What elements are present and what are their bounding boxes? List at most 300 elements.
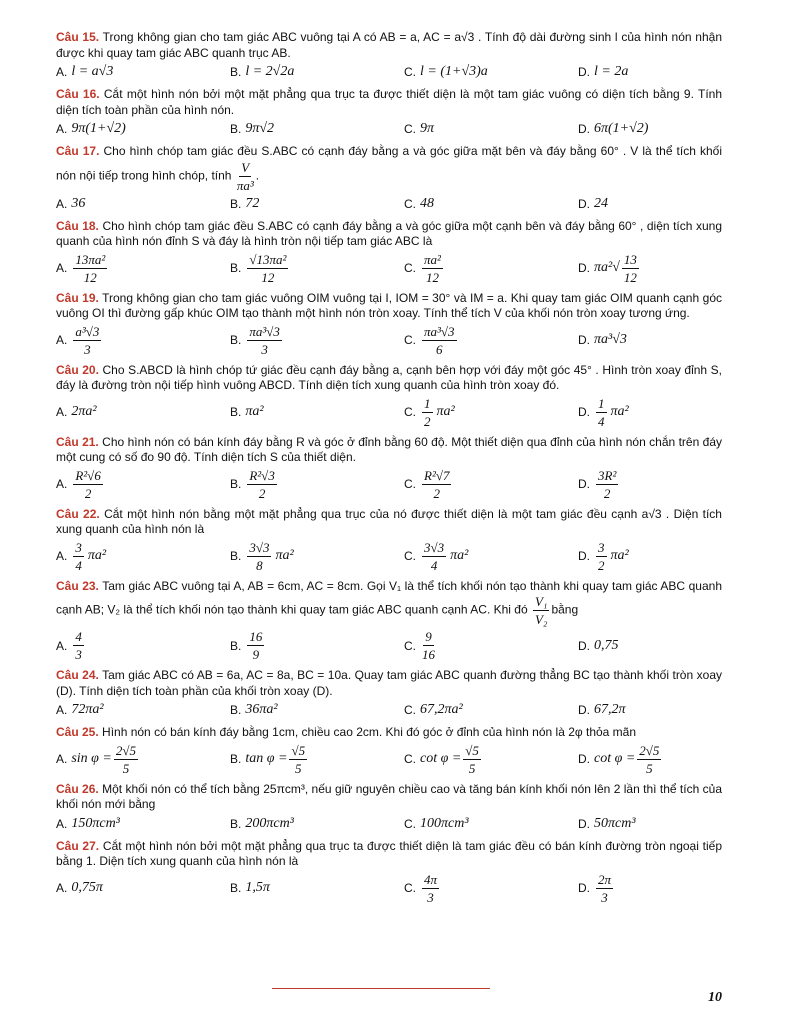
question-label: Câu 21. — [56, 434, 99, 449]
option-label: A. — [56, 405, 68, 419]
footer-divider — [272, 988, 490, 989]
option-fraction-expression — [71, 629, 86, 662]
option-expression: 6π(1+√2) — [594, 121, 649, 136]
option-fraction — [247, 252, 288, 285]
question-body: Cho hình nón có bán kính đáy bằng R và góc ở đỉnh bằng 60 độ. Một thiết diện qua đỉnh của hình nón chắn trên đáy một cung có số đo 90 độ. Tính diện tích S của thiết diện. — [56, 434, 722, 464]
option-fraction — [247, 324, 282, 357]
question-label: Câu 27. — [56, 838, 100, 853]
option-expression: 24 — [594, 195, 608, 211]
option-label: A. — [56, 196, 68, 211]
option-label: D. — [578, 703, 590, 717]
answer-option[interactable] — [56, 404, 230, 420]
question-text — [56, 725, 722, 741]
answer-option[interactable] — [56, 743, 230, 776]
fraction-denominator: 16 — [422, 647, 435, 662]
answer-options — [56, 468, 722, 501]
option-label: D. — [578, 405, 590, 419]
option-fraction — [73, 468, 102, 501]
option-fraction-expression — [71, 468, 104, 501]
option-fraction-expression — [420, 540, 468, 573]
answer-option[interactable] — [404, 629, 578, 662]
question-body: Trong không gian cho tam giác ABC vuông tại A có AB = a, AC = a√3 . Tính độ dài đường sinh l của hình nón nhận được khi quay tam giác ABC quanh trục AB. — [56, 30, 722, 60]
fraction-denominator: 4 — [75, 557, 82, 573]
question-text — [56, 507, 722, 538]
fraction-numerator: 2√5 — [639, 742, 660, 758]
option-label: D. — [578, 333, 590, 347]
question-body: Cắt một hình nón bởi một mặt phẳng qua trục ta được thiết diện là tam giác đều có bán kính đường tròn ngoại tiếp bằng 1. Diện tích xung quanh của hình nón là — [56, 838, 723, 868]
question-body: Một khối nón có thể tích bằng 25πcm³, nếu giữ nguyên chiều cao và tăng bán kính khối nón lên 2 lần thì thể tích của khối nón mới bằng — [56, 781, 722, 811]
option-label: D. — [578, 122, 590, 136]
answer-option[interactable] — [230, 540, 404, 573]
option-label: C. — [404, 405, 416, 419]
option-label: B. — [230, 405, 242, 419]
fraction-denominator: πa³ — [236, 177, 254, 193]
fraction-denominator: 6 — [436, 341, 443, 357]
question-label: Câu 23. — [56, 578, 99, 593]
option-label: C. — [404, 752, 416, 766]
question-body: Cho hình chóp tam giác đều S.ABC có cạnh đáy bằng a và góc giữa một cạnh bên và đáy bằng 60° , diện tích xung quanh của hình nón đỉnh S và đáy là hình tròn nội tiếp tam giác ABC là — [56, 218, 722, 248]
answer-option[interactable] — [56, 196, 230, 212]
fraction-numerator: √13πa² — [249, 251, 287, 267]
answer-option[interactable] — [230, 702, 404, 718]
option-suffix: πa² — [87, 548, 107, 563]
option-label: B. — [230, 638, 242, 653]
option-suffix: πa² — [436, 404, 455, 419]
fraction-numerator: √5 — [465, 742, 479, 758]
option-label: D. — [578, 196, 590, 211]
option-label: A. — [56, 477, 68, 491]
answer-option[interactable] — [578, 196, 722, 212]
option-expression: 9π(1+√2) — [71, 121, 126, 136]
option-label: B. — [230, 261, 242, 275]
answer-options — [56, 120, 722, 138]
question-text — [56, 219, 722, 250]
option-fraction-expression — [245, 629, 266, 662]
fraction-numerator: 1 — [424, 395, 431, 411]
question-text — [56, 87, 722, 118]
answer-option[interactable] — [404, 540, 578, 573]
option-fraction-expression — [594, 252, 641, 285]
question-label: Câu 26. — [56, 781, 99, 796]
option-fraction-expression — [420, 252, 445, 285]
option-fraction — [73, 324, 101, 357]
option-expression: 48 — [420, 195, 434, 211]
option-expression: 200πcm³ — [245, 815, 294, 831]
fraction-denominator: V₂ — [534, 612, 548, 627]
answer-option[interactable] — [230, 324, 404, 357]
option-expression: πa² — [245, 404, 264, 419]
fraction-numerator: 13 — [623, 251, 637, 267]
answer-option[interactable] — [56, 468, 230, 501]
answer-option[interactable] — [230, 816, 404, 832]
answer-option[interactable] — [578, 396, 722, 429]
option-prefix: sin φ = — [71, 751, 112, 766]
option-fraction-expression — [420, 468, 453, 501]
question-body: Hình nón có bán kính đáy bằng 1cm, chiều cao 2cm. Khi đó góc ở đỉnh của hình nón là 2φ thỏa mãn — [102, 725, 637, 739]
option-fraction-expression — [245, 540, 293, 573]
option-expression: 9π — [420, 121, 435, 136]
option-label: C. — [404, 638, 416, 653]
option-label: B. — [230, 196, 242, 211]
option-fraction — [114, 743, 138, 776]
option-fraction — [247, 468, 276, 501]
fraction-denominator: 4 — [598, 413, 605, 429]
answer-option[interactable] — [230, 880, 404, 896]
option-label: C. — [404, 816, 416, 831]
answer-option[interactable] — [404, 196, 578, 212]
option-label: A. — [56, 638, 68, 653]
option-label: B. — [230, 816, 242, 831]
answer-option[interactable] — [578, 64, 722, 80]
option-fraction-expression — [71, 324, 103, 357]
fraction-denominator: 2 — [258, 485, 266, 501]
option-fraction-expression — [594, 872, 615, 905]
fraction-denominator: 2 — [433, 485, 440, 501]
answer-option[interactable] — [578, 252, 722, 285]
fraction-numerator: 3 — [598, 539, 605, 555]
question-tail: . — [255, 168, 260, 183]
fraction-denominator: 3 — [601, 889, 608, 905]
option-prefix: tan φ = — [245, 751, 288, 766]
option-label: B. — [230, 333, 242, 347]
answer-option[interactable] — [578, 816, 722, 832]
option-label: B. — [230, 122, 242, 136]
option-label: D. — [578, 65, 590, 79]
option-fraction-expression — [71, 540, 106, 573]
question-label: Câu 19. — [56, 290, 99, 305]
fraction-denominator: 12 — [261, 269, 275, 285]
answer-options — [56, 540, 722, 573]
answer-option[interactable] — [404, 252, 578, 285]
question-body: Tam giác ABC vuông tại A, AB = 6cm, AC = 8cm. Gọi V₁ là thể tích khối nón tạo thành khi quay tam giác ABC quanh cạnh AB; V₂ là thể tích khối nón tạo thành khi quay tam giác ABC quanh cạnh AC. Khi đó — [56, 578, 722, 617]
option-fraction — [596, 540, 607, 573]
answer-option[interactable] — [404, 121, 578, 137]
option-label: C. — [404, 477, 416, 491]
answer-option[interactable] — [578, 468, 722, 501]
fraction-numerator: 9 — [425, 629, 432, 644]
answer-option[interactable] — [230, 64, 404, 80]
answer-option[interactable] — [230, 252, 404, 285]
fraction-denominator: 2 — [598, 557, 605, 573]
option-label: A. — [56, 752, 68, 766]
option-label: B. — [230, 752, 242, 766]
option-fraction — [422, 872, 439, 905]
option-fraction-expression — [420, 396, 455, 429]
fraction-numerator: πa² — [424, 251, 441, 267]
question-text — [56, 144, 722, 193]
question-body: Tam giác ABC có AB = 6a, AC = 8a, BC = 10a. Quay tam giác ABC quanh đường thẳng BC tạo thành khối tròn xoay (D). Tính diện tích toàn phần của khối tròn xoay (D). — [56, 668, 722, 698]
option-fraction — [422, 629, 435, 662]
answer-options — [56, 396, 722, 429]
question-body: Cắt một hình nón bởi một mặt phẳng qua trục ta được thiết diện là một tam giác vuông có diện tích bằng 9. Tính diện tích toàn phần của hình nón. — [56, 87, 722, 117]
page-number: 10 — [708, 990, 722, 1005]
fraction-numerator: 3√3 — [249, 539, 270, 555]
question-text — [56, 30, 722, 61]
fraction-numerator: 2√5 — [115, 742, 137, 758]
fraction-denominator: 2 — [603, 485, 611, 501]
fraction-numerator: 4π — [424, 871, 438, 887]
fraction-denominator: 5 — [122, 760, 130, 776]
option-fraction — [247, 629, 264, 662]
answer-option[interactable] — [404, 702, 578, 718]
option-fraction-expression — [71, 743, 140, 776]
answer-option[interactable] — [56, 540, 230, 573]
fraction-numerator: 16 — [249, 629, 263, 644]
question-text — [56, 435, 722, 466]
fraction-denominator: 5 — [468, 760, 476, 776]
option-label: C. — [404, 703, 416, 717]
fraction-numerator: 2π — [598, 871, 612, 887]
option-label: A. — [56, 703, 68, 717]
answer-option[interactable] — [404, 872, 578, 905]
answer-option[interactable] — [56, 121, 230, 137]
option-label: C. — [404, 122, 416, 136]
question-text — [56, 668, 722, 699]
option-label: C. — [404, 333, 416, 347]
option-fraction — [73, 629, 84, 662]
inline-fraction — [237, 160, 254, 193]
inline-fraction — [533, 594, 549, 627]
option-label: C. — [404, 881, 416, 895]
option-expression: 67,2πa² — [420, 702, 463, 717]
option-expression: 0,75 — [594, 637, 619, 653]
question-body: Cho S.ABCD là hình chóp tứ giác đều cạnh đáy bằng a, cạnh bên hợp với đáy một góc 45° . Hình tròn xoay đỉnh S, đáy là đường tròn nội tiếp hình vuông ABCD. Tính diện tích xung quanh của hình tròn xoay đó. — [56, 362, 722, 392]
option-fraction-expression — [71, 252, 109, 285]
option-label: D. — [578, 638, 590, 653]
fraction-denominator: 9 — [252, 647, 260, 662]
answer-option[interactable] — [56, 702, 230, 718]
answer-option[interactable] — [404, 816, 578, 832]
option-label: A. — [56, 65, 68, 79]
answer-option[interactable] — [404, 324, 578, 357]
option-expression: l = 2a — [594, 64, 629, 79]
answer-option[interactable] — [230, 121, 404, 137]
option-expression: πa³√3 — [594, 332, 627, 347]
option-label: D. — [578, 752, 590, 766]
question-text — [56, 782, 722, 813]
question-text — [56, 363, 722, 394]
question-label: Câu 20. — [56, 362, 99, 377]
fraction-numerator: 3 — [75, 539, 82, 555]
question-label: Câu 22. — [56, 506, 100, 521]
answer-option[interactable] — [404, 468, 578, 501]
option-fraction-expression — [594, 743, 663, 776]
answer-option[interactable] — [578, 638, 722, 654]
answer-option[interactable] — [230, 196, 404, 212]
answer-option[interactable] — [578, 121, 722, 137]
answer-option[interactable] — [56, 629, 230, 662]
option-fraction — [422, 324, 457, 357]
option-label: A. — [56, 816, 68, 831]
option-label: A. — [56, 549, 68, 563]
option-expression: 1,5π — [245, 880, 270, 895]
fraction-denominator: 3 — [261, 341, 268, 357]
option-fraction — [73, 540, 84, 573]
answer-options — [56, 195, 722, 213]
answer-options — [56, 63, 722, 81]
option-label: C. — [404, 261, 416, 275]
answer-options — [56, 701, 722, 719]
fraction-numerator: R²√3 — [249, 467, 275, 483]
answer-option[interactable] — [230, 629, 404, 662]
option-suffix: πa² — [610, 404, 629, 419]
fraction-denominator: 2 — [424, 413, 431, 429]
option-fraction — [422, 252, 443, 285]
option-label: A. — [56, 333, 68, 347]
fraction-denominator: 4 — [430, 557, 438, 573]
fraction-denominator: 8 — [256, 557, 263, 573]
answer-option[interactable] — [230, 468, 404, 501]
fraction-denominator: 3 — [84, 341, 91, 357]
fraction-numerator: πa³√3 — [424, 323, 455, 339]
answer-options — [56, 629, 722, 662]
option-fraction — [463, 743, 481, 776]
option-label: D. — [578, 549, 590, 563]
option-expression: 100πcm³ — [420, 815, 469, 831]
fraction-denominator: 12 — [83, 269, 97, 285]
answer-option[interactable] — [578, 540, 722, 573]
question-label: Câu 18. — [56, 218, 99, 233]
option-label: D. — [578, 261, 590, 275]
option-label: C. — [404, 65, 416, 79]
option-fraction-expression — [420, 324, 459, 357]
answer-option[interactable] — [230, 743, 404, 776]
option-label: A. — [56, 261, 68, 275]
option-suffix: πa² — [610, 548, 629, 563]
option-fraction-expression — [245, 324, 284, 357]
option-fraction — [596, 872, 613, 905]
question-label: Câu 16. — [56, 87, 100, 101]
option-suffix: πa² — [450, 548, 469, 563]
option-expression: 72πa² — [71, 702, 104, 717]
option-label: C. — [404, 549, 416, 563]
option-fraction-expression — [245, 743, 309, 776]
question-body: Trong không gian cho tam giác vuông OIM vuông tại I, IOM = 30° và IM = a. Khi quay tam giác OIM quanh cạnh góc vuông OI thì đường gấp khúc OIM tạo thành một hình nón tròn xoay. Tính thể tích V của khối nón tròn xoay tương ứng. — [56, 290, 722, 320]
option-expression: 72 — [245, 195, 260, 211]
fraction-numerator: 3√3 — [424, 539, 445, 555]
option-fraction — [622, 252, 639, 285]
answer-options — [56, 743, 722, 776]
question-text — [56, 839, 722, 870]
fraction-numerator: R²√6 — [75, 467, 101, 483]
answer-option[interactable] — [404, 64, 578, 80]
option-fraction — [422, 468, 451, 501]
fraction-numerator: 3R² — [598, 467, 617, 483]
option-label: B. — [230, 881, 242, 895]
answer-option[interactable] — [578, 332, 722, 348]
option-label: B. — [230, 703, 242, 717]
answer-options — [56, 324, 722, 357]
fraction-numerator: V₁ — [534, 594, 548, 609]
answer-option[interactable] — [578, 743, 722, 776]
option-label: C. — [404, 196, 416, 211]
option-fraction — [422, 396, 433, 429]
option-fraction-expression — [594, 468, 620, 501]
option-expression: 67,2π — [594, 702, 626, 717]
fraction-denominator: 12 — [623, 269, 637, 285]
option-fraction-expression — [594, 396, 629, 429]
fraction-denominator: 2 — [84, 485, 92, 501]
fraction-numerator: V — [241, 159, 250, 175]
answer-option[interactable] — [56, 880, 230, 896]
answer-options — [56, 252, 722, 285]
option-prefix: πa²√ — [594, 260, 620, 275]
fraction-denominator: 12 — [425, 269, 439, 285]
answer-options — [56, 872, 722, 905]
answer-option[interactable] — [404, 743, 578, 776]
option-fraction-expression — [420, 629, 437, 662]
answer-option[interactable] — [56, 252, 230, 285]
fraction-denominator: 3 — [427, 889, 434, 905]
fraction-denominator: 5 — [295, 760, 302, 776]
option-label: B. — [230, 65, 242, 79]
fraction-numerator: √5 — [291, 742, 306, 758]
fraction-numerator: a³√3 — [75, 323, 100, 339]
answer-option[interactable] — [578, 702, 722, 718]
option-fraction-expression — [594, 540, 629, 573]
answer-option[interactable] — [404, 396, 578, 429]
fraction-numerator: πa³√3 — [249, 323, 280, 339]
option-suffix: πa² — [275, 548, 294, 563]
option-prefix: cot φ = — [594, 751, 636, 766]
option-expression: l = (1+√3)a — [420, 64, 488, 79]
question-label: Câu 24. — [56, 668, 99, 682]
option-expression: 50πcm³ — [594, 815, 636, 831]
answer-option[interactable] — [578, 872, 722, 905]
answer-option[interactable] — [56, 816, 230, 832]
option-label: A. — [56, 881, 68, 895]
question-label: Câu 15. — [56, 30, 100, 44]
option-label: A. — [56, 122, 68, 136]
option-fraction-expression — [420, 743, 483, 776]
option-label: B. — [230, 549, 242, 563]
option-fraction — [422, 540, 446, 573]
fraction-numerator: 1 — [598, 395, 605, 411]
option-fraction — [289, 743, 307, 776]
fraction-denominator: 3 — [75, 647, 82, 662]
option-fraction — [73, 252, 107, 285]
option-expression: 36 — [71, 195, 86, 211]
answer-option[interactable] — [56, 64, 230, 80]
option-expression: 150πcm³ — [71, 815, 120, 831]
fraction-numerator: R²√7 — [424, 467, 450, 483]
answer-option[interactable] — [230, 404, 404, 420]
question-body: Cho hình chóp tam giác đều S.ABC có cạnh đáy bằng a và góc giữa mặt bên và đáy bằng 60° . V là thể tích khối nón nội tiếp trong hình chóp, tính — [56, 144, 722, 183]
option-expression: 2πa² — [71, 404, 97, 419]
question-label: Câu 17. — [56, 144, 100, 158]
option-label: D. — [578, 477, 590, 491]
option-fraction — [637, 743, 661, 776]
question-tail: bằng — [551, 602, 579, 617]
option-fraction-expression — [420, 872, 441, 905]
answer-options — [56, 815, 722, 833]
question-body: Cắt một hình nón bằng một mặt phẳng qua trục của nó được thiết diện là một tam giác đều cạnh a√3 . Diện tích xung quanh của hình nón là — [56, 506, 722, 536]
question-text — [56, 579, 722, 628]
option-label: D. — [578, 881, 590, 895]
option-fraction-expression — [245, 468, 278, 501]
exam-page — [56, 30, 722, 911]
option-expression: l = a√3 — [71, 64, 114, 79]
option-prefix: cot φ = — [420, 751, 462, 766]
option-fraction — [247, 540, 271, 573]
answer-option[interactable] — [56, 324, 230, 357]
fraction-numerator: 4 — [75, 629, 82, 644]
option-expression: l = 2√2a — [245, 64, 295, 79]
fraction-numerator: 13πa² — [75, 251, 106, 267]
option-label: B. — [230, 477, 242, 491]
option-expression: 36πa² — [245, 702, 278, 717]
option-label: D. — [578, 816, 590, 831]
